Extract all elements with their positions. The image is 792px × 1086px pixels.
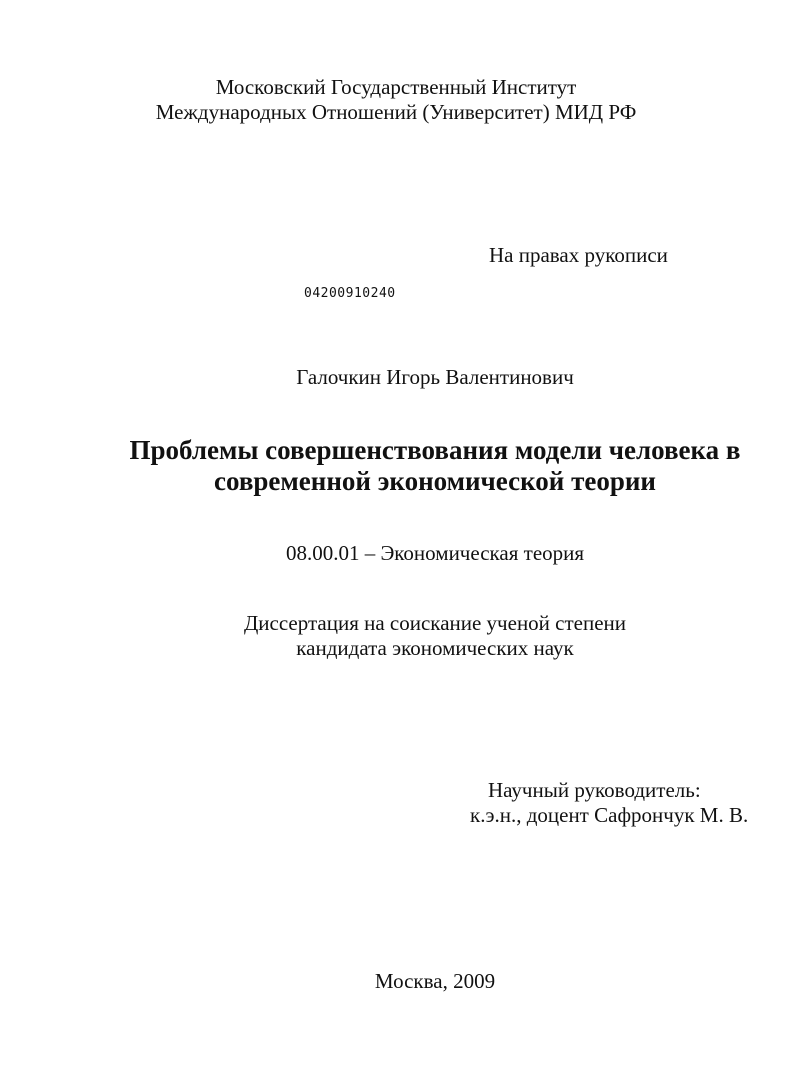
manuscript-note: На правах рукописи bbox=[489, 243, 668, 267]
institution-line-2: Международных Отношений (Университет) МИД РФ bbox=[155, 100, 637, 124]
institution-line-1: Московский Государственный Институт bbox=[215, 75, 577, 99]
city-year: Москва, 2009 bbox=[374, 969, 496, 993]
supervisor-label: Научный руководитель: bbox=[488, 778, 701, 802]
author-name: Галочкин Игорь Валентинович bbox=[296, 365, 574, 389]
dissertation-title-line-1: Проблемы совершенствования модели человека в bbox=[129, 435, 741, 465]
degree-line-1: Диссертация на соискание ученой степени bbox=[243, 611, 627, 635]
dissertation-title-line-2: современной экономической теории bbox=[214, 466, 656, 496]
specialty-code: 08.00.01 – Экономическая теория bbox=[285, 541, 585, 565]
degree-line-2: кандидата экономических наук bbox=[296, 636, 574, 660]
registration-code: 04200910240 bbox=[304, 286, 396, 301]
supervisor-name: к.э.н., доцент Сафрончук М. В. bbox=[470, 803, 749, 827]
